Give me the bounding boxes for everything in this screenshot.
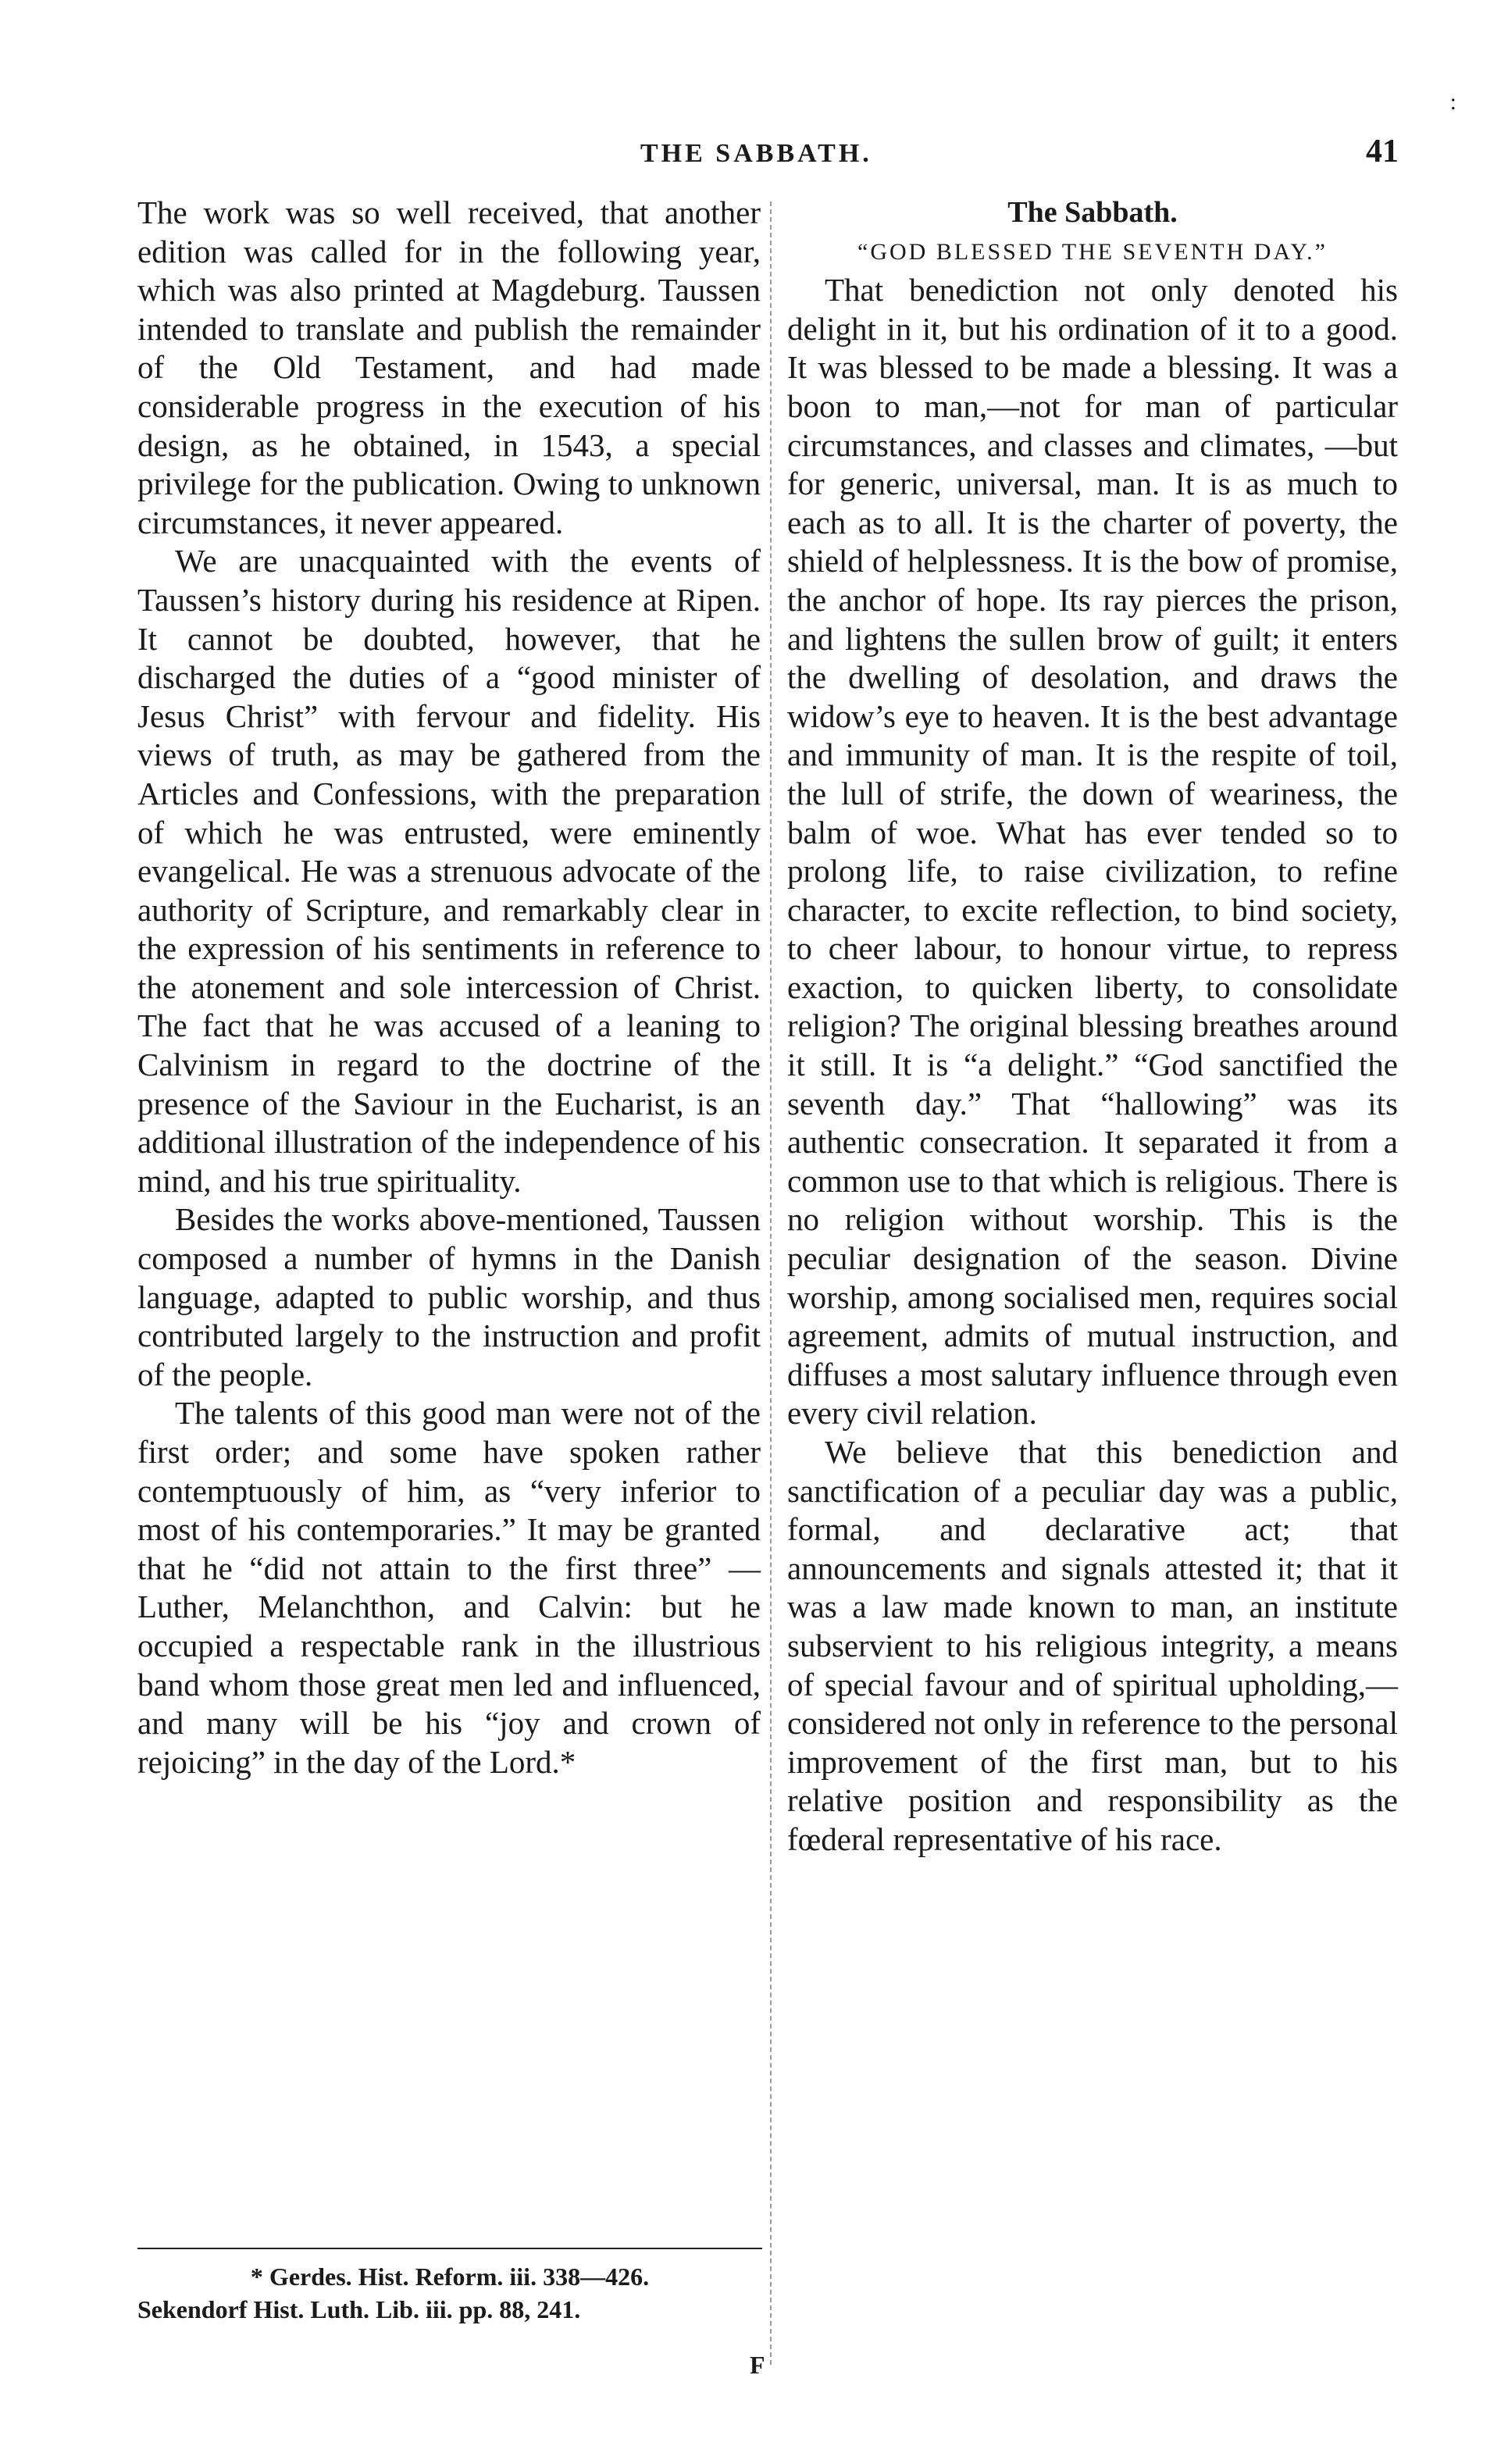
running-title: THE SABBATH. <box>640 139 872 168</box>
footnote-2: Sekendorf Hist. Luth. Lib. iii. pp. 88, 241. <box>137 2295 581 2323</box>
left-paragraph-1: The work was so well received, that another edition was called for in the following year, which was also printed at Magdeburg. Taussen intended to translate and publish the remainder of the Old Testament, and had made considerable progress in the execution of his design, as he obtained, in 1543, a special privilege for the publication. Owing to unknown circumstances, it never appeared. <box>137 194 761 540</box>
left-paragraph-2: We are unacquainted with the events of Taussen’s history during his residence at Ripen. It cannot be doubted, however, that he discharged the duties of a “good minister of Jesus Christ” with fervour and fidelity. His views of truth, as may be gathered from the Articles and Confessions, with the preparation of which he was entrusted, were eminently evangelical. He was a strenuous advocate of the authority of Scripture, and remarkably clear in the expression of his sentiments in reference to the atonement and sole intercession of Christ. The fact that he was accused of a leaning to Calvinism in regard to the doctrine of the presence of the Saviour in the Eucharist, is an additional illustration of the independence of his mind, and his true spirituality. <box>137 543 761 1199</box>
right-column <box>787 194 1398 1860</box>
column-divider <box>770 201 772 2365</box>
footnote-1: * Gerdes. Hist. Reform. iii. 338—426. <box>250 2263 650 2291</box>
left-paragraph-3: Besides the works above-mentioned, Taussen composed a number of hymns in the Danish language, adapted to public worship, and thus contributed largely to the instruction and profit of the people. <box>137 1201 761 1392</box>
left-paragraph-4: The talents of this good man were not of the first order; and some have spoken rather contemptuously of him, as “very inferior to most of his contemporaries.” It may be granted that he “did not attain to the first three” —Luther, Melanchthon, and Calvin: but he occupied a respectable rank in the illustrious band whom those great men led and influenced, and many will be his “joy and crown of rejoicing” in the day of the Lord.* <box>137 1395 761 1780</box>
page-number: 41 <box>1366 134 1399 169</box>
corner-mark: : <box>1449 89 1456 115</box>
signature-mark: F <box>750 2351 765 2379</box>
running-header <box>0 133 1508 180</box>
right-paragraph-1: That benediction not only denoted his delight in it, but his ordination of it to a good. It was blessed to be made a blessing. It was a boon to man,—not for man of particular circumstances, and classes and climates, —but for generic, universal, man. It is as much to each as to all. It is the charter of poverty, the shield of helplessness. It is the bow of promise, the anchor of hope. Its ray pierces the prison, and lightens the sullen brow of guilt; it enters the dwelling of desolation, and draws the widow’s eye to heaven. It is the best advantage and immunity of man. It is the respite of toil, the lull of strife, the down of weariness, the balm of woe. What has ever tended so to prolong life, to raise civilization, to refine character, to excite reflection, to bind society, to cheer labour, to honour virtue, to repress exaction, to quicken liberty, to consolidate religion? The original blessing breathes around it still. It is “a delight.” “God sanctified the seventh day.” That “hallowing” was its authentic consecration. It separated it from a common use to that which is religious. There is no religion without worship. This is the peculiar designation of the season. Divine worship, among socialised men, requires social agreement, admits of mutual instruction, and diffuses a most salutary influence through even every civil relation. <box>787 272 1398 1432</box>
right-paragraph-2: We believe that this benediction and sanctification of a peculiar day was a public, formal, and declarative act; that announcements and signals attested it; that it was a law made known to man, an institute subservient to his religious integrity, a means of special favour and of spiritual upholding,—considered not only in reference to the personal improvement of the first man, but to his relative position and responsibility as the fœderal representative of his race. <box>787 1434 1398 1857</box>
section-subheading: “GOD BLESSED THE SEVENTH DAY.” <box>857 238 1328 265</box>
left-column <box>137 194 761 1781</box>
footnote-rule <box>137 2248 762 2249</box>
section-heading: The Sabbath. <box>1007 196 1178 229</box>
